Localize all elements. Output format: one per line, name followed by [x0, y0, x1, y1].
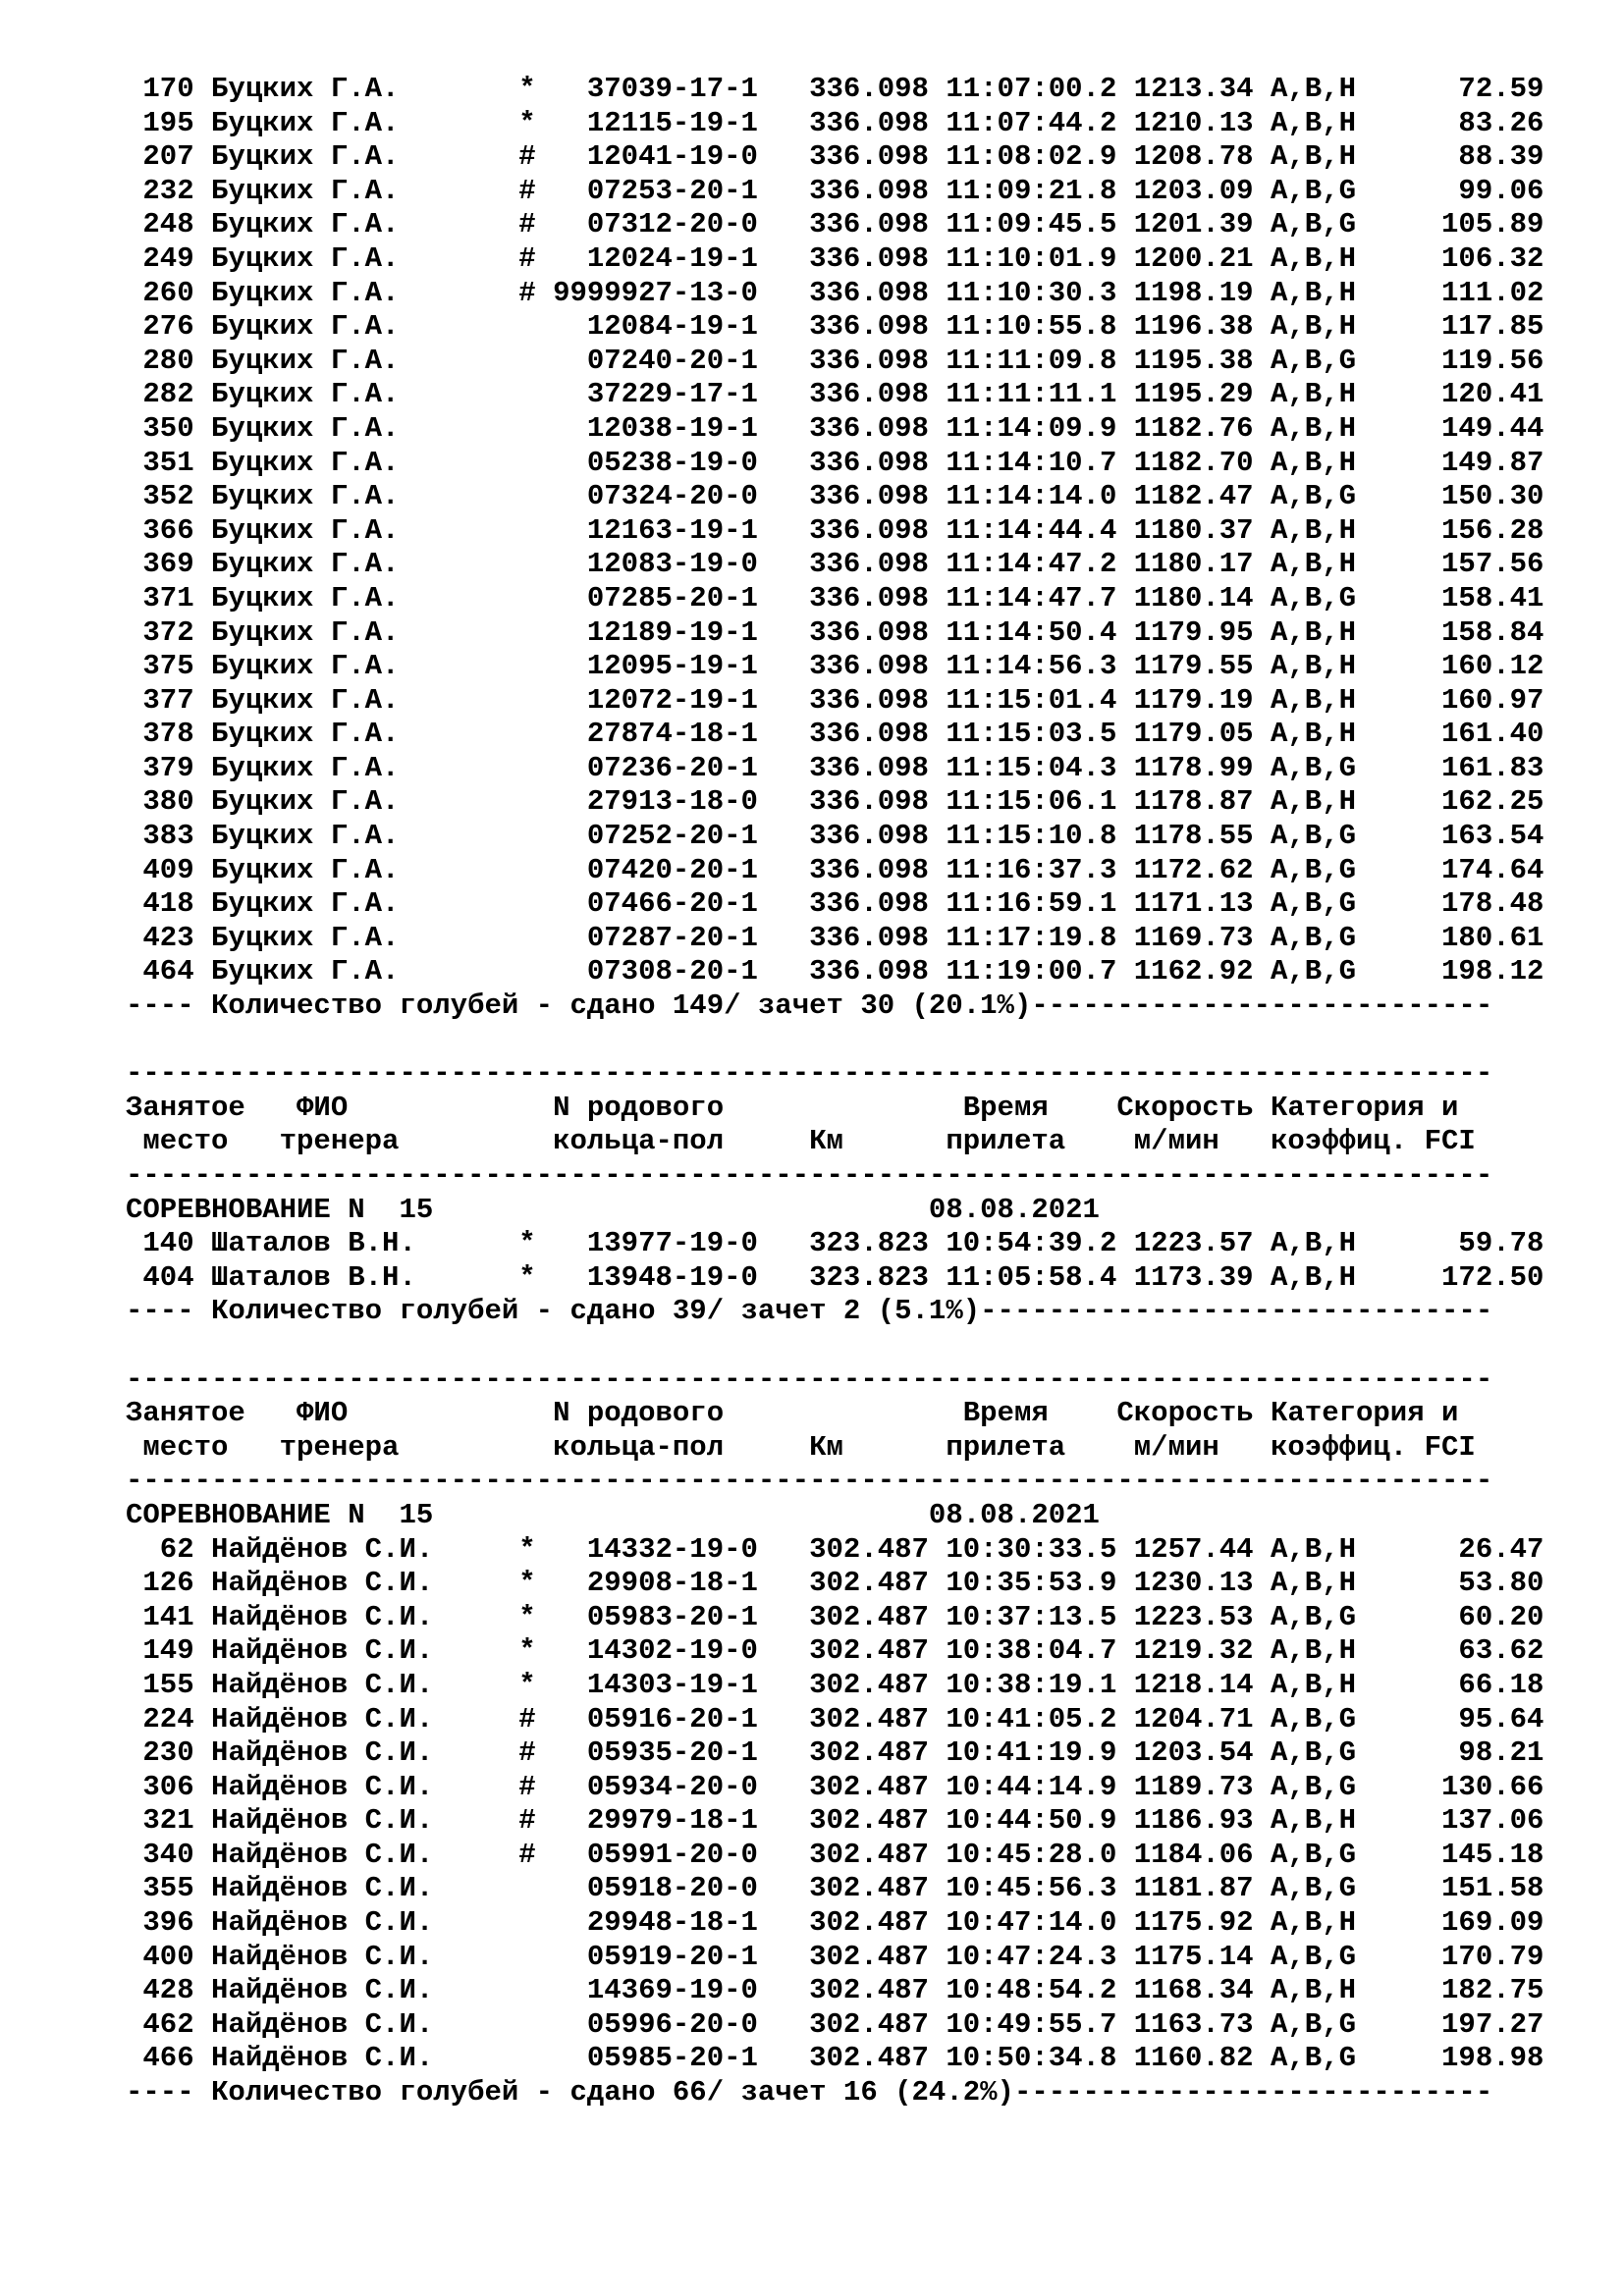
blank-line: [126, 1024, 1543, 1058]
separator-line: --------------------------------------------------------------------------------: [126, 1159, 1493, 1192]
result-row: 140 Шаталов В.Н. * 13977-19-0 323.823 10:54:39.2 1223.57 A,B,H 59.78: [126, 1227, 1544, 1260]
result-row: 369 Буцких Г.А. 12083-19-0 336.098 11:14:47.2 1180.17 A,B,H 157.56: [126, 548, 1544, 581]
result-row: 280 Буцких Г.А. 07240-20-1 336.098 11:11:09.8 1195.38 A,B,G 119.56: [126, 344, 1544, 377]
result-row: 282 Буцких Г.А. 37229-17-1 336.098 11:11:11.1 1195.29 A,B,H 120.41: [126, 378, 1544, 411]
competition-line: СОРЕВНОВАНИЕ N 15 08.08.2021: [126, 1498, 1100, 1531]
separator-line: --------------------------------------------------------------------------------: [126, 1465, 1493, 1498]
result-row: 377 Буцких Г.А. 12072-19-1 336.098 11:15:01.4 1179.19 A,B,H 160.97: [126, 683, 1544, 717]
result-row: 260 Буцких Г.А. # 9999927-13-0 336.098 11:10:30.3 1198.19 A,B,H 111.02: [126, 276, 1544, 309]
result-row: 418 Буцких Г.А. 07466-20-1 336.098 11:16:59.1 1171.13 A,B,G 178.48: [126, 887, 1544, 921]
result-row: 371 Буцких Г.А. 07285-20-1 336.098 11:14:47.7 1180.14 A,B,G 158.41: [126, 581, 1544, 614]
result-row: 428 Найдёнов С.И. 14369-19-0 302.487 10:48:54.2 1168.34 A,B,H 182.75: [126, 1974, 1544, 2007]
result-row: 170 Буцких Г.А. * 37039-17-1 336.098 11:07:00.2 1213.34 A,B,H 72.59: [126, 73, 1544, 105]
competition-line: СОРЕВНОВАНИЕ N 15 08.08.2021: [126, 1193, 1100, 1226]
result-row: 383 Буцких Г.А. 07252-20-1 336.098 11:15:10.8 1178.55 A,B,G 163.54: [126, 820, 1544, 853]
result-row: 464 Буцких Г.А. 07308-20-1 336.098 11:19:00.7 1162.92 A,B,G 198.12: [126, 955, 1544, 988]
result-row: 350 Буцких Г.А. 12038-19-1 336.098 11:14:09.9 1182.76 A,B,H 149.44: [126, 411, 1544, 445]
section-summary: ---- Количество голубей - сдано 39/ зачет 2 (5.1%)------------------------------: [126, 1295, 1493, 1328]
result-row: 351 Буцких Г.А. 05238-19-0 336.098 11:14:10.7 1182.70 A,B,H 149.87: [126, 446, 1544, 479]
result-row: 396 Найдёнов С.И. 29948-18-1 302.487 10:47:14.0 1175.92 A,B,H 169.09: [126, 1906, 1544, 1940]
result-row: 375 Буцких Г.А. 12095-19-1 336.098 11:14:56.3 1179.55 A,B,H 160.12: [126, 650, 1544, 683]
result-row: 400 Найдёнов С.И. 05919-20-1 302.487 10:47:24.3 1175.14 A,B,G 170.79: [126, 1940, 1544, 1973]
result-row: 276 Буцких Г.А. 12084-19-1 336.098 11:10:55.8 1196.38 A,B,H 117.85: [126, 310, 1544, 344]
result-row: 224 Найдёнов С.И. # 05916-20-1 302.487 10:41:05.2 1204.71 A,B,G 95.64: [126, 1702, 1544, 1735]
separator-line: --------------------------------------------------------------------------------: [126, 1057, 1493, 1091]
column-header-line-2: место тренера кольца-пол Км прилета м/мин коэффиц. FCI: [126, 1430, 1476, 1464]
result-row: 155 Найдёнов С.И. * 14303-19-1 302.487 10:38:19.1 1218.14 A,B,H 66.18: [126, 1668, 1544, 1701]
result-row: 62 Найдёнов С.И. * 14332-19-0 302.487 10:30:33.5 1257.44 A,B,H 26.47: [126, 1532, 1544, 1566]
column-header-line-2: место тренера кольца-пол Км прилета м/мин коэффиц. FCI: [126, 1125, 1476, 1158]
result-row: 378 Буцких Г.А. 27874-18-1 336.098 11:15:03.5 1179.05 A,B,H 161.40: [126, 718, 1544, 751]
result-row: 379 Буцких Г.А. 07236-20-1 336.098 11:15:04.3 1178.99 A,B,G 161.83: [126, 751, 1544, 784]
result-row: 195 Буцких Г.А. * 12115-19-1 336.098 11:07:44.2 1210.13 A,B,H 83.26: [126, 106, 1544, 139]
result-row: 462 Найдёнов С.И. 05996-20-0 302.487 10:49:55.7 1163.73 A,B,G 197.27: [126, 2007, 1544, 2041]
column-header-line-1: Занятое ФИО N родового Время Скорость Категория и: [126, 1397, 1459, 1430]
result-row: 249 Буцких Г.А. # 12024-19-1 336.098 11:10:01.9 1200.21 A,B,H 106.32: [126, 241, 1544, 275]
result-row: 404 Шаталов В.Н. * 13948-19-0 323.823 11:05:58.4 1173.39 A,B,H 172.50: [126, 1260, 1544, 1294]
result-row: 306 Найдёнов С.И. # 05934-20-0 302.487 10:44:14.9 1189.73 A,B,G 130.66: [126, 1770, 1544, 1803]
column-header-line-1: Занятое ФИО N родового Время Скорость Категория и: [126, 1091, 1459, 1124]
result-row: 352 Буцких Г.А. 07324-20-0 336.098 11:14:14.0 1182.47 A,B,G 150.30: [126, 480, 1544, 513]
result-row: 126 Найдёнов С.И. * 29908-18-1 302.487 10:35:53.9 1230.13 A,B,H 53.80: [126, 1567, 1544, 1600]
result-row: 141 Найдёнов С.И. * 05983-20-1 302.487 10:37:13.5 1223.53 A,B,G 60.20: [126, 1600, 1544, 1633]
result-row: 423 Буцких Г.А. 07287-20-1 336.098 11:17:19.8 1169.73 A,B,G 180.61: [126, 921, 1544, 954]
result-row: 149 Найдёнов С.И. * 14302-19-0 302.487 10:38:04.7 1219.32 A,B,H 63.62: [126, 1634, 1544, 1668]
section-summary: ---- Количество голубей - сдано 149/ зачет 30 (20.1%)---------------------------: [126, 989, 1493, 1023]
result-row: 230 Найдёнов С.И. # 05935-20-1 302.487 10:41:19.9 1203.54 A,B,G 98.21: [126, 1736, 1544, 1770]
result-row: 321 Найдёнов С.И. # 29979-18-1 302.487 10:44:50.9 1186.93 A,B,H 137.06: [126, 1804, 1544, 1838]
result-row: 409 Буцких Г.А. 07420-20-1 336.098 11:16:37.3 1172.62 A,B,G 174.64: [126, 853, 1544, 886]
result-row: 380 Буцких Г.А. 27913-18-0 336.098 11:15:06.1 1178.87 A,B,H 162.25: [126, 785, 1544, 819]
result-row: 466 Найдёнов С.И. 05985-20-1 302.487 10:50:34.8 1160.82 A,B,G 198.98: [126, 2042, 1544, 2075]
blank-line: [126, 1329, 1543, 1363]
result-row: 248 Буцких Г.А. # 07312-20-0 336.098 11:09:45.5 1201.39 A,B,G 105.89: [126, 208, 1544, 241]
result-row: 366 Буцких Г.А. 12163-19-1 336.098 11:14:44.4 1180.37 A,B,H 156.28: [126, 513, 1544, 547]
section-summary: ---- Количество голубей - сдано 66/ зачет 16 (24.2%)----------------------------: [126, 2076, 1493, 2109]
result-row: 207 Буцких Г.А. # 12041-19-0 336.098 11:08:02.9 1208.78 A,B,H 88.39: [126, 140, 1544, 174]
results-document: [126, 73, 1543, 2110]
result-row: 355 Найдёнов С.И. 05918-20-0 302.487 10:45:56.3 1181.87 A,B,G 151.58: [126, 1872, 1544, 1905]
result-row: 232 Буцких Г.А. # 07253-20-1 336.098 11:09:21.8 1203.09 A,B,G 99.06: [126, 174, 1544, 207]
result-row: 340 Найдёнов С.И. # 05991-20-0 302.487 10:45:28.0 1184.06 A,B,G 145.18: [126, 1838, 1544, 1871]
separator-line: --------------------------------------------------------------------------------: [126, 1362, 1493, 1396]
result-row: 372 Буцких Г.А. 12189-19-1 336.098 11:14:50.4 1179.95 A,B,H 158.84: [126, 615, 1544, 649]
